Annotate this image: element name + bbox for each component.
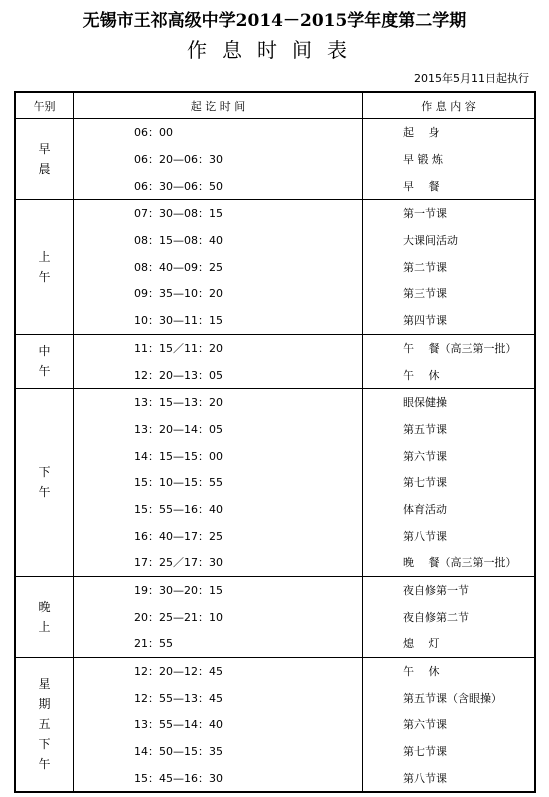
time-cell: 12：20—12：45 bbox=[74, 657, 363, 684]
period-label bbox=[15, 657, 74, 792]
period-label bbox=[15, 388, 74, 576]
activity-cell: 第七节课 bbox=[403, 476, 447, 490]
time-cell: 08：15—08：40 bbox=[74, 227, 363, 254]
time-cell: 20：25—21：10 bbox=[74, 603, 363, 630]
time-cell: 17：25／17：30 bbox=[74, 549, 363, 576]
time-cell: 08：40—09：25 bbox=[74, 253, 363, 280]
activity-cell: 第八节课 bbox=[403, 771, 447, 785]
time-cell: 11：15／11：20 bbox=[74, 334, 363, 361]
period-label bbox=[15, 334, 74, 388]
table-row bbox=[15, 227, 535, 254]
period-label bbox=[15, 576, 74, 657]
activity-cell: 体育活动 bbox=[403, 502, 447, 516]
period-char: 午 bbox=[38, 757, 51, 772]
schedule-table bbox=[14, 91, 536, 793]
time-cell: 14：15—15：00 bbox=[74, 442, 363, 469]
table-row bbox=[15, 630, 535, 657]
table-row bbox=[15, 549, 535, 576]
table-row bbox=[15, 119, 535, 146]
period-char: 午 bbox=[38, 364, 51, 379]
period-char: 中 bbox=[38, 344, 51, 359]
time-cell: 21：55 bbox=[74, 630, 363, 657]
activity-cell: 午 休 bbox=[403, 368, 440, 382]
column-header-period: 午别 bbox=[15, 92, 74, 119]
table-row bbox=[15, 307, 535, 334]
time-cell: 16：40—17：25 bbox=[74, 522, 363, 549]
table-row bbox=[15, 361, 535, 388]
period-label bbox=[15, 200, 74, 334]
activity-cell: 午 餐（高三第一批） bbox=[363, 334, 536, 361]
time-cell: 15：55—16：40 bbox=[74, 496, 363, 523]
time-cell: 06：20—06：30 bbox=[74, 146, 363, 173]
time-cell: 06：00 bbox=[74, 119, 363, 146]
activity-cell: 第五节课 bbox=[403, 422, 447, 436]
school-title: 无锡市王祁高级中学2014－2015学年度第二学期 bbox=[82, 11, 467, 31]
time-cell: 15：45—16：30 bbox=[74, 765, 363, 793]
table-row bbox=[15, 280, 535, 307]
table-row bbox=[15, 253, 535, 280]
time-cell: 07：30—08：15 bbox=[74, 200, 363, 227]
table-row bbox=[15, 711, 535, 738]
period-char: 晨 bbox=[38, 162, 51, 177]
period-char: 早 bbox=[38, 142, 51, 157]
activity-cell: 第七节课 bbox=[403, 745, 447, 759]
time-cell: 19：30—20：15 bbox=[74, 576, 363, 603]
table-row bbox=[15, 765, 535, 793]
time-cell: 09：35—10：20 bbox=[74, 280, 363, 307]
time-cell: 12：55—13：45 bbox=[74, 684, 363, 711]
table-row bbox=[15, 334, 535, 361]
activity-cell: 熄 灯 bbox=[403, 637, 440, 651]
table-row bbox=[15, 469, 535, 496]
period-char: 下 bbox=[38, 737, 51, 752]
activity-cell: 晚 餐（高三第一批） bbox=[403, 556, 517, 570]
table-row bbox=[15, 522, 535, 549]
table-row bbox=[15, 388, 535, 415]
activity-cell: 第三节课 bbox=[403, 287, 447, 301]
time-cell: 13：20—14：05 bbox=[74, 416, 363, 443]
period-char: 上 bbox=[38, 249, 51, 264]
time-cell: 14：50—15：35 bbox=[74, 738, 363, 765]
table-row bbox=[15, 496, 535, 523]
time-cell: 10：30—11：15 bbox=[74, 307, 363, 334]
effective-date: 2015年5月11日起执行 bbox=[414, 72, 529, 85]
schedule-body bbox=[15, 119, 535, 793]
period-char: 星 bbox=[38, 677, 51, 692]
activity-cell: 第二节课 bbox=[403, 260, 447, 274]
table-row bbox=[15, 603, 535, 630]
activity-cell: 第五节课（含眼操） bbox=[403, 691, 502, 705]
time-cell: 06：30—06：50 bbox=[74, 172, 363, 199]
table-row bbox=[15, 200, 535, 227]
table-row bbox=[15, 172, 535, 199]
table-row bbox=[15, 738, 535, 765]
activity-cell: 大课间活动 bbox=[403, 234, 458, 248]
activity-cell: 起 身 bbox=[363, 119, 536, 146]
column-header-activity: 作 息 内 容 bbox=[363, 92, 536, 119]
table-row bbox=[15, 442, 535, 469]
table-row bbox=[15, 576, 535, 603]
table-row bbox=[15, 684, 535, 711]
table-row bbox=[15, 416, 535, 443]
time-cell: 15：10—15：55 bbox=[74, 469, 363, 496]
activity-cell: 早 锻 炼 bbox=[403, 153, 443, 167]
activity-cell: 眼保健操 bbox=[363, 388, 536, 415]
time-cell: 12：20—13：05 bbox=[74, 361, 363, 388]
activity-cell: 第一节课 bbox=[363, 200, 536, 227]
time-cell: 13：55—14：40 bbox=[74, 711, 363, 738]
period-char: 期 bbox=[38, 697, 51, 712]
activity-cell: 夜自修第一节 bbox=[363, 576, 536, 603]
period-char: 下 bbox=[38, 465, 51, 480]
table-header-row bbox=[15, 92, 535, 119]
column-header-time: 起 讫 时 间 bbox=[74, 92, 363, 119]
period-char: 上 bbox=[38, 619, 51, 634]
period-char: 晚 bbox=[38, 599, 51, 614]
period-char: 午 bbox=[38, 269, 51, 284]
activity-cell: 第四节课 bbox=[403, 314, 447, 328]
activity-cell: 夜自修第二节 bbox=[403, 610, 469, 624]
period-char: 五 bbox=[38, 717, 51, 732]
table-row bbox=[15, 146, 535, 173]
activity-cell: 第六节课 bbox=[403, 718, 447, 732]
table-row bbox=[15, 657, 535, 684]
period-label bbox=[15, 119, 74, 200]
period-char: 午 bbox=[38, 485, 51, 500]
activity-cell: 午 休 bbox=[363, 657, 536, 684]
time-cell: 13：15—13：20 bbox=[74, 388, 363, 415]
activity-cell: 第八节课 bbox=[403, 529, 447, 543]
activity-cell: 第六节课 bbox=[403, 449, 447, 463]
activity-cell: 早 餐 bbox=[403, 179, 440, 193]
page-title: 作息时间表 bbox=[187, 38, 362, 62]
